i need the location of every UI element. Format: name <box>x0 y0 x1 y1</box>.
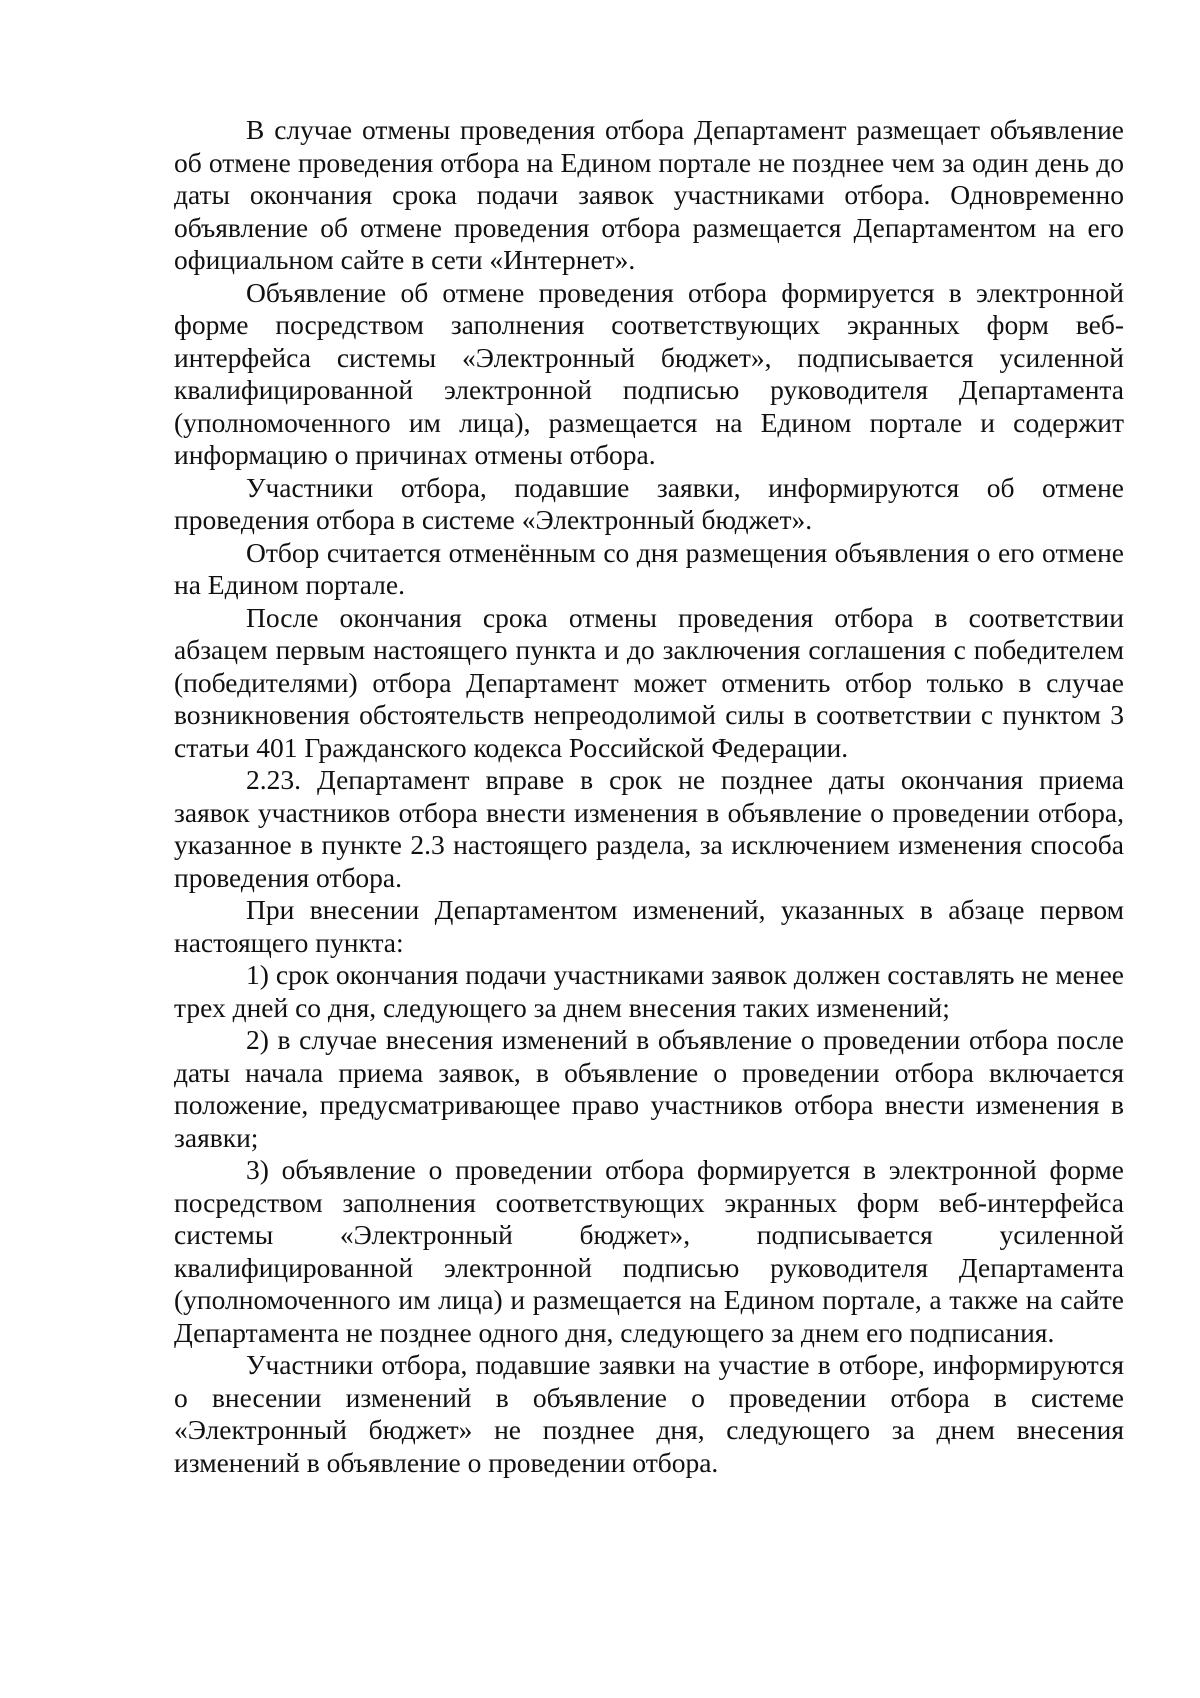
paragraph-item-2: 2) в случае внесения изменений в объявление о проведении отбора после даты начала приема заявок, в объявление о проведении отбора включается положение, предусматривающее право участников отбора внести изменения в заявки; <box>174 1024 1124 1153</box>
paragraph-item-1: 1) срок окончания подачи участниками заявок должен составлять не менее трех дней со дня, следующего за днем внесения таких изменений; <box>174 959 1124 1023</box>
paragraph-cancellation-effective: Отбор считается отменённым со дня размещения объявления о его отмене на Едином портале. <box>174 536 1124 600</box>
paragraph-item-3: 3) объявление о проведении отбора формируется в электронной форме посредством заполнения соответствующих экранных форм веб-интерфейса системы «Электронный бюджет», подписывается усиленной квалифицированной электронной подписью руководителя Департамента (уполномоченного им лица) и размещается на Едином портале, а также на сайте Департамента не позднее одного дня, следующего за днем его подписания. <box>174 1154 1124 1348</box>
paragraph-cancellation-form: Объявление об отмене проведения отбора формируется в электронной форме посредством заполнения соответствующих экранных форм веб-интерфейса системы «Электронный бюджет», подписывается усиленной квалифицированной электронной подписью руководителя Департамента (уполномоченного им лица), размещается на Едином портале и содержит информацию о причинах отмены отбора. <box>174 276 1124 470</box>
paragraph-cancellation-notice: В случае отмены проведения отбора Департамент размещает объявление об отмене проведения отбора на Едином портале не позднее чем за один день до даты окончания срока подачи заявок участниками отбора. Одновременно объявление об отмене проведения отбора размещается Департаментом на его официальном сайте в сети «Интернет». <box>174 114 1124 275</box>
paragraph-participants-changes: Участники отбора, подавшие заявки на участие в отборе, информируются о внесении изменений в объявление о проведении отбора в системе «Электронный бюджет» не позднее дня, следующего за днем внесения изменений в объявление о проведении отбора. <box>174 1349 1124 1478</box>
paragraph-2-23: 2.23. Департамент вправе в срок не позднее даты окончания приема заявок участников отбора внести изменения в объявление о проведении отбора, указанное в пункте 2.3 настоящего раздела, за исключением изменения способа проведения отбора. <box>174 764 1124 893</box>
document-page <box>174 114 1124 1479</box>
paragraph-changes-intro: При внесении Департаментом изменений, указанных в абзаце первом настоящего пункта: <box>174 894 1124 958</box>
paragraph-participants-informed: Участники отбора, подавшие заявки, информируются об отмене проведения отбора в системе «Электронный бюджет». <box>174 471 1124 535</box>
paragraph-force-majeure: После окончания срока отмены проведения отбора в соответствии абзацем первым настоящего пункта и до заключения соглашения с победителем (победителями) отбора Департамент может отменить отбор только в случае возникновения обстоятельств непреодолимой силы в соответствии с пунктом 3 статьи 401 Гражданского кодекса Российской Федерации. <box>174 601 1124 763</box>
